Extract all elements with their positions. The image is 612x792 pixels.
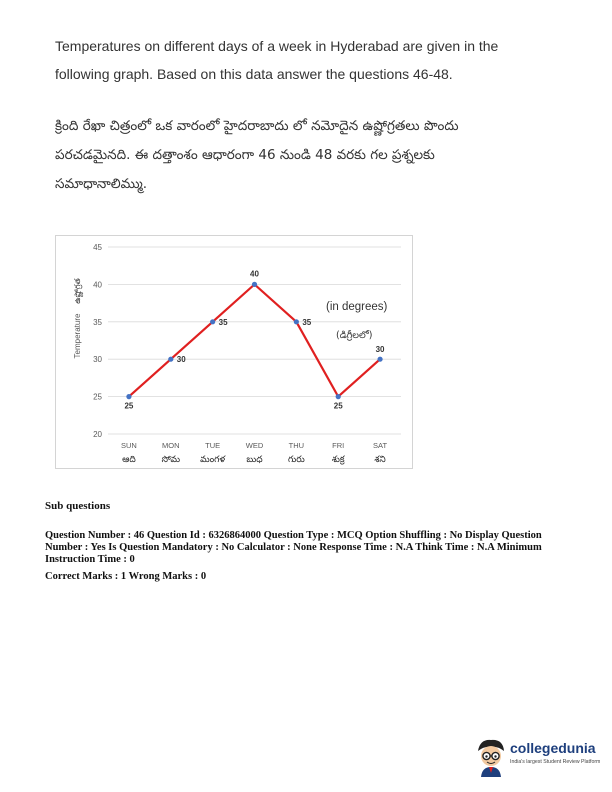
x-tick-label-telugu: మంగళ xyxy=(200,455,226,465)
mascot-icon xyxy=(474,737,508,777)
y-tick-label: 40 xyxy=(93,280,102,290)
y-axis-label: Temperature xyxy=(73,313,82,359)
y-tick-label: 25 xyxy=(93,392,102,402)
x-tick-label: SUN xyxy=(121,441,137,450)
data-label: 35 xyxy=(218,317,228,327)
y-axis-label-telugu: ఉష్ణోగ్రత xyxy=(73,278,82,304)
x-tick-label-telugu: శని xyxy=(374,455,386,465)
sub-questions-heading: Sub questions xyxy=(45,500,111,512)
x-tick-label: THU xyxy=(288,441,305,450)
intro-english: Temperatures on different days of a week in Hyderabad are given in the following graph. Based on this data answer the questions 46-48. xyxy=(55,38,499,82)
data-point xyxy=(294,319,299,324)
data-point xyxy=(168,357,173,362)
unit-annotation: (in degrees) xyxy=(326,301,388,313)
data-label: 35 xyxy=(302,317,312,327)
intro-telugu: క్రింది రేఖా చిత్రంలో ఒక వారంలో హైదరాబాదు లో నమోదైన ఉష్ణోగ్రతలు పొందు పరచడమైనది. ఈ దత్తాంశం ఆధారంగా 46 నుండి 48 వరకు గల ప్రశ్నలకు సమాధానాలిమ్ము. xyxy=(55,118,459,192)
unit-annotation-telugu: (డిగ్రీలలో) xyxy=(336,330,373,341)
y-tick-label: 35 xyxy=(93,317,102,327)
collegedunia-logo xyxy=(474,737,606,777)
data-point xyxy=(252,282,257,287)
data-point xyxy=(336,394,341,399)
data-label: 30 xyxy=(176,355,186,365)
data-label: 40 xyxy=(250,269,259,279)
x-tick-label-telugu: బుధ xyxy=(246,455,263,465)
data-label: 30 xyxy=(375,345,385,355)
x-tick-label: MON xyxy=(162,441,180,450)
logo-tagline: India's largest Student Review Platform xyxy=(510,759,601,765)
y-tick-label: 45 xyxy=(93,243,102,252)
x-tick-label: WED xyxy=(245,441,264,450)
x-tick-label-telugu: ఆది xyxy=(122,455,136,465)
temperature-chart xyxy=(55,235,413,469)
question-meta: Question Number : 46 Question Id : 6326864000 Question Type : MCQ Option Shuffling : No Display Question Number : Yes Is Question Mandatory : No Calculator : None Response Time : N.A Think Time : N.A Minimum Instruction Time : 0 xyxy=(45,530,542,565)
x-tick-label: SAT xyxy=(373,441,388,450)
question-marks: Correct Marks : 1 Wrong Marks : 0 xyxy=(45,571,207,582)
y-tick-label: 30 xyxy=(93,355,102,365)
data-label: 25 xyxy=(333,401,343,411)
x-tick-label-telugu: సోమ xyxy=(161,455,180,465)
data-point xyxy=(377,357,382,362)
data-point xyxy=(210,319,215,324)
x-tick-label: TUE xyxy=(205,441,221,450)
logo-name: collegedunia xyxy=(510,740,596,756)
y-tick-label: 20 xyxy=(93,430,102,439)
x-tick-label: FRI xyxy=(332,441,345,450)
data-point xyxy=(126,394,131,399)
data-label: 25 xyxy=(124,401,134,411)
chart-svg xyxy=(56,236,412,468)
x-tick-label-telugu: శుక్ర xyxy=(331,455,345,465)
x-tick-label-telugu: గురు xyxy=(287,455,305,465)
